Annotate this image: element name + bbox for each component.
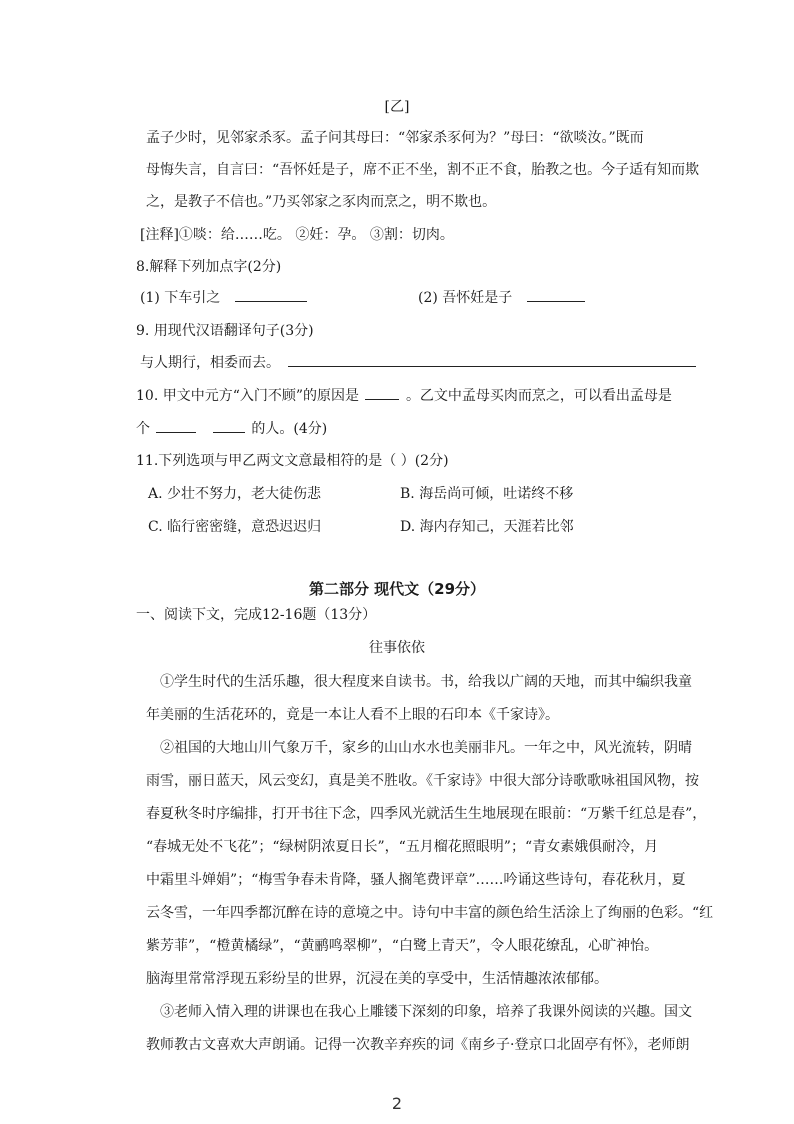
answer-blank-8-1[interactable] <box>235 289 307 302</box>
yi-annotation: [注释]①啖：给……吃。 ②妊：孕。 ③割：切肉。 <box>140 227 454 243</box>
question-10-text-c: 个 <box>136 421 150 437</box>
option-d[interactable]: D. 海内存知己，天涯若比邻 <box>400 519 574 535</box>
option-a[interactable]: A. 少壮不努力，老大徒伤悲 <box>148 486 322 502</box>
option-b[interactable]: B. 海岳尚可倾，吐诺终不移 <box>400 486 574 502</box>
question-10-line-2 <box>136 420 327 438</box>
paragraph-line-2: 年美丽的生活花环的，竟是一本让人看不上眼的石印本《千家诗》。 <box>146 707 559 723</box>
section-1-instructions: 一、阅读下文，完成12-16题（13分） <box>136 607 377 623</box>
paragraph-line-9: 紫芳菲”，“橙黄橘绿”，“黄鹂鸣翠柳”，“白鹭上青天”，令人眼花缭乱，心旷神怡。 <box>146 938 659 954</box>
question-8-item-1-text: (1) 下车引之 <box>140 290 221 306</box>
answer-blank-10-1[interactable] <box>365 387 399 400</box>
paragraph-line-1: ①学生时代的生活乐趣，很大程度来自读书。书，给我以广阔的天地，而其中编织我童 <box>160 674 692 690</box>
answer-blank-10-3[interactable] <box>213 420 245 433</box>
question-9-sentence-text: 与人期行，相委而去。 <box>140 355 280 371</box>
yi-text-line-2: 母悔失言，自言曰：“吾怀妊是子，席不正不坐，割不正不食，胎教之也。今子适有知而欺 <box>146 162 700 178</box>
question-10-text-d: 的人。(4分) <box>251 421 328 437</box>
section-label-yi: [乙] <box>384 99 410 115</box>
question-8-item-2-text: (2) 吾怀妊是子 <box>418 290 513 306</box>
question-9-sentence <box>140 354 696 372</box>
option-c[interactable]: C. 临行密密缝，意恐迟迟归 <box>148 519 322 535</box>
yi-text-line-1: 孟子少时，见邻家杀豕。孟子问其母曰：“邻家杀豕何为？”母曰：“欲啖汝。”既而 <box>146 130 644 146</box>
answer-blank-8-2[interactable] <box>527 289 585 302</box>
paragraph-line-10: 脑海里常常浮现五彩纷呈的世界，沉浸在美的享受中，生活情趣浓浓郁郁。 <box>146 971 608 987</box>
paragraph-line-8: 云冬雪，一年四季都沉醉在诗的意境之中。诗句中丰富的颜色给生活涂上了绚丽的色彩。“红 <box>146 905 714 921</box>
paragraph-line-11: ③老师入情入理的讲课也在我心上雕镂下深刻的印象，培养了我课外阅读的兴趣。国文 <box>160 1004 692 1020</box>
answer-blank-9[interactable] <box>288 354 696 367</box>
question-10-text-a: 10. 甲文中元方“入门不顾”的原因是 <box>136 388 360 404</box>
paragraph-line-6: “春城无处不飞花”；“绿树阴浓夏日长”，“五月榴花照眼明”；“青女素娥俱耐冷，月 <box>146 839 659 855</box>
part-2-title: 第二部分 现代文（29分） <box>308 580 486 598</box>
yi-text-line-3: 之，是教子不信也。”乃买邻家之豕肉而烹之，明不欺也。 <box>146 194 497 210</box>
question-11-prompt: 11.下列选项与甲乙两文文意最相符的是（ ）(2分) <box>136 453 449 469</box>
answer-blank-10-2[interactable] <box>156 420 196 433</box>
question-8-prompt: 8.解释下列加点字(2分) <box>136 259 282 275</box>
question-9-prompt: 9. 用现代汉语翻译句子(3分) <box>136 323 314 339</box>
page-number: 2 <box>391 1094 403 1113</box>
paragraph-line-5: 春夏秋冬时序编排，打开书往下念，四季风光就活生生地展现在眼前：“万紫千红总是春”， <box>146 806 707 822</box>
paragraph-line-7: 中霜里斗婵娟”；“梅雪争春未肯降，骚人搁笔费评章”……吟诵这些诗句，春花秋月，夏 <box>146 872 686 888</box>
paragraph-line-3: ②祖国的大地山川气象万千，家乡的山山水水也美丽非凡。一年之中，风光流转，阴晴 <box>160 740 692 756</box>
article-title: 往事依依 <box>369 640 425 656</box>
question-10-line-1 <box>136 387 672 405</box>
question-10-text-b: 。乙文中孟母买肉而烹之，可以看出孟母是 <box>405 388 672 404</box>
paragraph-line-12: 教师教古文喜欢大声朗诵。记得一次教辛弃疾的词《南乡子·登京口北固亭有怀》，老师朗 <box>146 1037 690 1053</box>
paragraph-line-4: 雨雪，丽日蓝天，风云变幻，真是美不胜收。《千家诗》中很大部分诗歌歌咏祖国风物，按 <box>146 773 699 789</box>
question-8-item-2 <box>418 289 585 307</box>
question-8-item-1 <box>140 289 307 307</box>
